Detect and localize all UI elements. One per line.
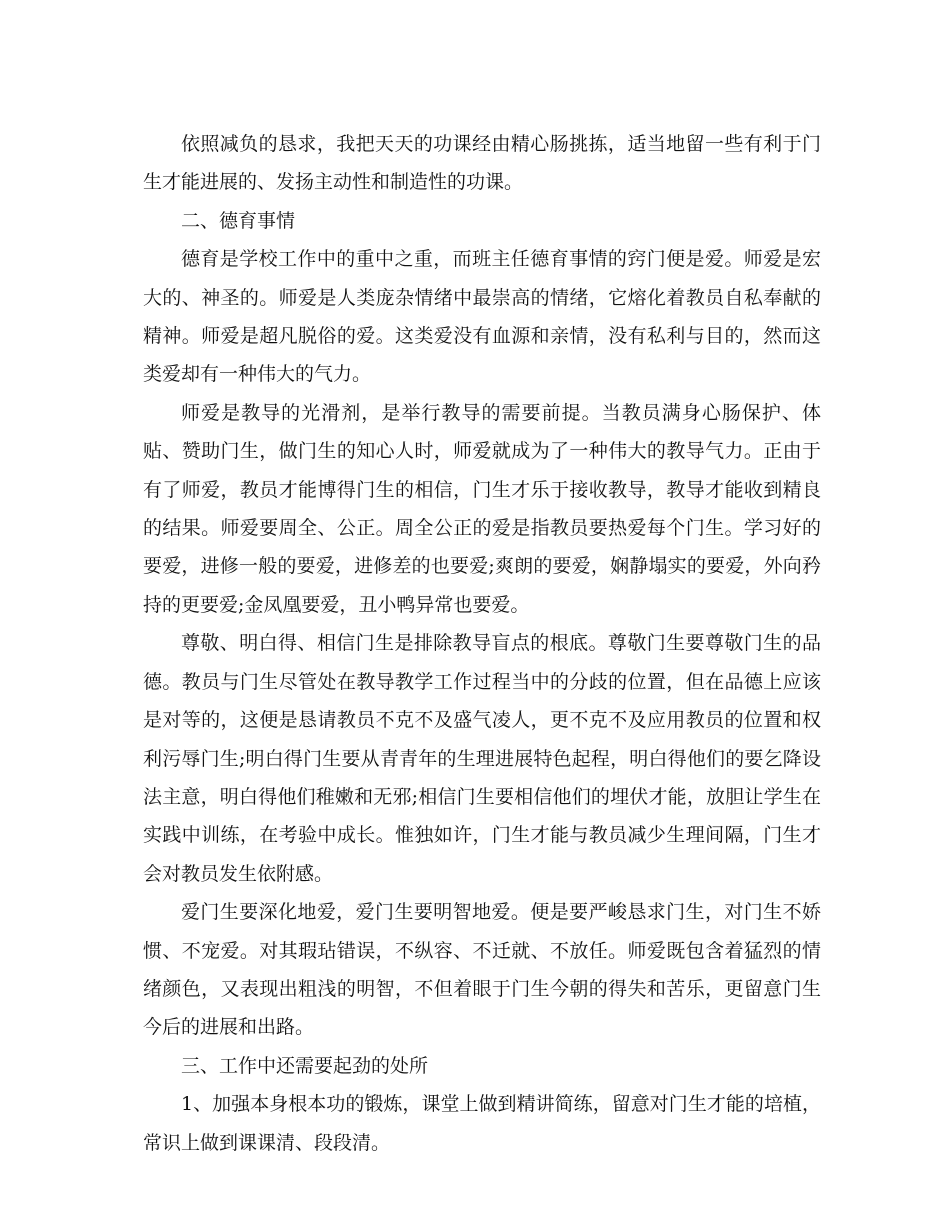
paragraph-homework: 依照减负的恳求，我把天天的功课经由精心肠挑拣，适当地留一些有利于门生才能进展的、发扬主动性和制造性的功课。 xyxy=(143,133,821,194)
paragraph-teacher-love: 师爱是教导的光滑剂，是举行教导的需要前提。当教员满身心肠保护、体贴、赞助门生，做门生的知心人时，师爱就成为了一种伟大的教导气力。正由于有了师爱，教员才能博得门生的相信，门生才乐于接收教导，教导才能收到精良的结果。师爱要周全、公正。周全公正的爱是指教员要热爱每个门生。学习好的要爱，进修一般的要爱，进修差的也要爱;爽朗的要爱，娴静塌实的要爱，外向矜持的更要爱;金凤凰要爱，丑小鸭异常也要爱。 xyxy=(143,401,821,616)
paragraph-respect-students: 尊敬、明白得、相信门生是排除教导盲点的根底。尊敬门生要尊敬门生的品德。教员与门生尽管处在教导教学工作过程当中的分歧的位置，但在品德上应该是对等的，这便是恳请教员不克不及盛气凌人，更不克不及应用教员的位置和权利污辱门生;明白得门生要从青青年的生理进展特色起程，明白得他们的要乞降设法主意，明白得他们稚嫩和无邪;相信门生要相信他们的埋伏才能，放胆让学生在实践中训练，在考验中成长。惟独如许，门生才能与教员减少生理间隔，门生才会对教员发生依附感。 xyxy=(143,632,821,885)
paragraph-moral-education: 德育是学校工作中的重中之重，而班主任德育事情的窍门便是爱。师爱是宏大的、神圣的。师爱是人类庞杂情绪中最崇高的情绪，它熔化着教员自私奉献的精神。师爱是超凡脱俗的爱。这类爱没有血源和亲情，没有私利与目的，然而这类爱却有一种伟大的气力。 xyxy=(143,248,821,386)
paragraph-improvement-1: 1、加强本身根本功的锻炼，课堂上做到精讲简练，留意对门生才能的培植，常识上做到课课清、段段清。 xyxy=(143,1093,821,1154)
heading-moral-education: 二、德育事情 xyxy=(181,209,296,232)
document-body xyxy=(143,125,821,1162)
heading-improvements: 三、工作中还需要起劲的处所 xyxy=(181,1054,429,1077)
paragraph-wise-love: 爱门生要深化地爱，爱门生要明智地爱。便是要严峻恳求门生，对门生不娇惯、不宠爱。对其瑕玷错误，不纵容、不迁就、不放任。师爱既包含着猛烈的情绪颜色，又表现出粗浅的明智，不但着眼于门生今朝的得失和苦乐，更留意门生今后的进展和出路。 xyxy=(143,901,821,1039)
